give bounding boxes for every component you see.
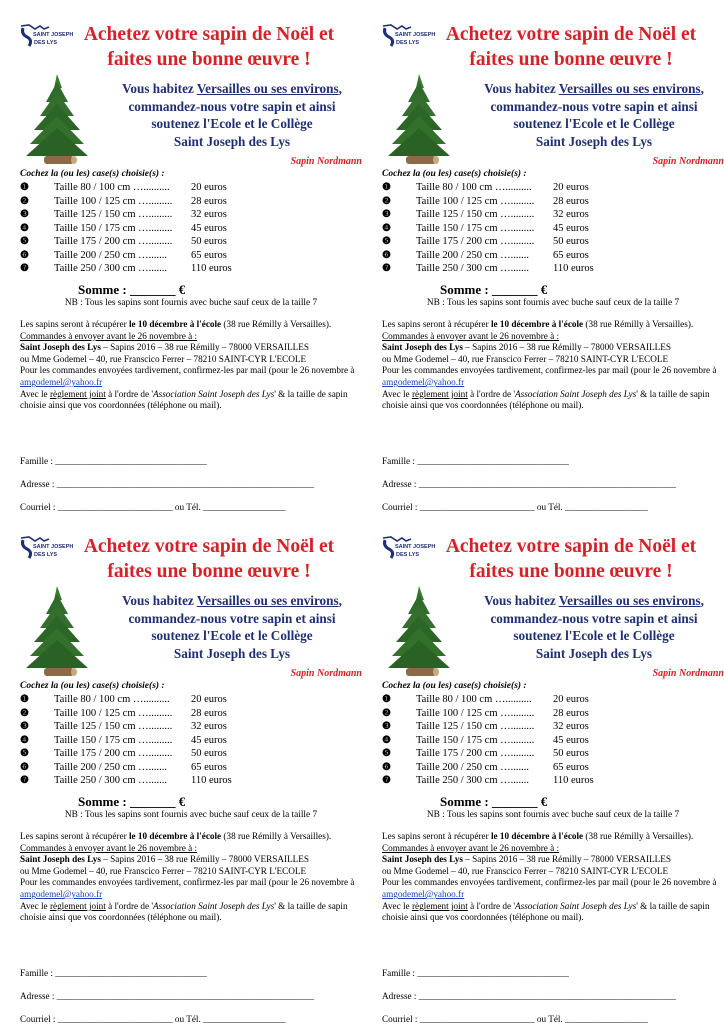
size-option[interactable]: ❸ Taille 125 / 150 cm …......... 32 euros [20, 209, 227, 220]
check-instruction: Cochez la (ou les) case(s) choisie(s) : [20, 681, 165, 691]
size-option[interactable]: ❷ Taille 100 / 125 cm …......... 28 euros [382, 195, 589, 207]
size-list [20, 693, 232, 788]
size-list [20, 181, 232, 276]
courriel-field[interactable]: Courriel : _________________________ ou Tél. __________________ [20, 1014, 286, 1024]
school-logo [382, 24, 436, 50]
courriel-field[interactable]: Courriel : _________________________ ou Tél. __________________ [382, 1014, 648, 1024]
svg-text:SAINT JOSEPH: SAINT JOSEPH [395, 544, 436, 550]
courriel-field[interactable]: Courriel : _________________________ ou Tél. __________________ [20, 502, 286, 512]
size-list [382, 181, 594, 276]
famille-field[interactable]: Famille : _________________________________ [382, 456, 569, 466]
flyer [382, 22, 724, 522]
tree-variety: Sapin Nordmann [652, 668, 724, 679]
size-option[interactable]: ❸ Taille 125 / 150 cm …......... 32 euros [382, 721, 589, 732]
christmas-tree-image [386, 72, 452, 168]
christmas-tree-image [386, 584, 452, 680]
school-logo [20, 536, 74, 562]
check-instruction: Cochez la (ou les) case(s) choisie(s) : [382, 169, 527, 179]
adresse-field[interactable]: Adresse : ________________________________________________________ [382, 991, 676, 1001]
size-option[interactable]: ❺ Taille 175 / 200 cm …......... 50 euros [382, 236, 589, 247]
intro-text: Vous habitez Versailles ou ses environs, commandez-nous votre sapin et ainsi soutenez l'Ecole et le Collège Saint Joseph des Lys [484, 81, 704, 149]
size-option[interactable]: ❹ Taille 150 / 175 cm …......... 45 euros [20, 734, 227, 746]
total-field[interactable]: Somme : _______ € [78, 794, 186, 809]
christmas-tree-image [24, 72, 90, 168]
christmas-tree-image [24, 584, 90, 680]
adresse-field[interactable]: Adresse : ________________________________________________________ [20, 479, 314, 489]
size-option[interactable]: ❹ Taille 150 / 175 cm …......... 45 euros [382, 734, 589, 746]
intro-text: Vous habitez Versailles ou ses environs, commandez-nous votre sapin et ainsi soutenez l'Ecole et le Collège Saint Joseph des Lys [484, 593, 704, 661]
flyer-title: Achetez votre sapin de Noël et faites une bonne œuvre ! [83, 24, 335, 70]
size-option[interactable]: ❻ Taille 200 / 250 cm …....... 65 euros [382, 249, 589, 261]
email-link[interactable]: amgodemel@yahoo.fr [20, 888, 103, 899]
total-field[interactable]: Somme : _______ € [78, 282, 186, 297]
svg-text:SAINT JOSEPH: SAINT JOSEPH [33, 32, 74, 38]
email-link[interactable]: amgodemel@yahoo.fr [382, 376, 465, 387]
check-instruction: Cochez la (ou les) case(s) choisie(s) : [20, 169, 165, 179]
size-option[interactable]: ❺ Taille 175 / 200 cm …......... 50 euros [20, 236, 227, 247]
size-option[interactable]: ❷ Taille 100 / 125 cm …......... 28 euros [20, 707, 227, 719]
flyer-title: Achetez votre sapin de Noël et faites une bonne œuvre ! [445, 536, 697, 582]
svg-text:DES LYS: DES LYS [396, 552, 420, 558]
svg-text:DES LYS: DES LYS [34, 552, 58, 558]
size-option[interactable]: ❻ Taille 200 / 250 cm …....... 65 euros [20, 249, 227, 261]
intro-text: Vous habitez Versailles ou ses environs, commandez-nous votre sapin et ainsi soutenez l'Ecole et le Collège Saint Joseph des Lys [122, 81, 342, 149]
nb-note: NB : Tous les sapins sont fournis avec buche sauf ceux de la taille 7 [64, 810, 318, 820]
order-instructions: Les sapins seront à récupérer le 10 décembre à l'école (38 rue Rémilly à Versailles). Commandes à envoyer avant le 26 novembre à : Saint Joseph des Lys – Sapins 2016 – 38 rue Rémilly – 78000 VERSAILLES ou Mme Godemel – 40, rue Franscico Ferrer – 78210 SAINT-CYR L'ECOLE Pour les commandes envoyées tardivement, confirmez-les par mail (pour le 26 novembre à amgodemel@yahoo.fr Avec le règlement joint à l'ordre de 'Association Saint Joseph des Lys' & la taille de sapin choisie ainsi que vos coordonnées (téléphone ou mail). [20, 831, 355, 923]
size-list [382, 693, 594, 788]
flyer [20, 22, 362, 522]
size-option[interactable]: ❶ Taille 80 / 100 cm ….......... 20 euros [20, 182, 227, 193]
svg-text:DES LYS: DES LYS [34, 40, 58, 46]
size-option[interactable]: ❷ Taille 100 / 125 cm …......... 28 euros [20, 195, 227, 207]
size-option[interactable]: ❹ Taille 150 / 175 cm …......... 45 euros [20, 222, 227, 234]
email-link[interactable]: amgodemel@yahoo.fr [382, 888, 465, 899]
size-option[interactable]: ❼ Taille 250 / 300 cm …....... 110 euros [382, 775, 594, 786]
total-field[interactable]: Somme : _______ € [440, 794, 548, 809]
flyer-title: Achetez votre sapin de Noël et faites une bonne œuvre ! [83, 536, 335, 582]
flyer-title: Achetez votre sapin de Noël et faites une bonne œuvre ! [445, 24, 697, 70]
order-instructions: Les sapins seront à récupérer le 10 décembre à l'école (38 rue Rémilly à Versailles). Commandes à envoyer avant le 26 novembre à : Saint Joseph des Lys – Sapins 2016 – 38 rue Rémilly – 78000 VERSAILLES ou Mme Godemel – 40, rue Franscico Ferrer – 78210 SAINT-CYR L'ECOLE Pour les commandes envoyées tardivement, confirmez-les par mail (pour le 26 novembre à amgodemel@yahoo.fr Avec le règlement joint à l'ordre de 'Association Saint Joseph des Lys' & la taille de sapin choisie ainsi que vos coordonnées (téléphone ou mail). [382, 319, 717, 411]
nb-note: NB : Tous les sapins sont fournis avec buche sauf ceux de la taille 7 [426, 298, 680, 308]
size-option[interactable]: ❺ Taille 175 / 200 cm …......... 50 euros [20, 748, 227, 759]
famille-field[interactable]: Famille : _________________________________ [20, 456, 207, 466]
size-option[interactable]: ❼ Taille 250 / 300 cm …....... 110 euros [382, 263, 594, 274]
famille-field[interactable]: Famille : _________________________________ [20, 968, 207, 978]
total-field[interactable]: Somme : _______ € [440, 282, 548, 297]
size-option[interactable]: ❻ Taille 200 / 250 cm …....... 65 euros [382, 761, 589, 773]
flyer [382, 534, 724, 1034]
order-instructions: Les sapins seront à récupérer le 10 décembre à l'école (38 rue Rémilly à Versailles). Commandes à envoyer avant le 26 novembre à : Saint Joseph des Lys – Sapins 2016 – 38 rue Rémilly – 78000 VERSAILLES ou Mme Godemel – 40, rue Franscico Ferrer – 78210 SAINT-CYR L'ECOLE Pour les commandes envoyées tardivement, confirmez-les par mail (pour le 26 novembre à amgodemel@yahoo.fr Avec le règlement joint à l'ordre de 'Association Saint Joseph des Lys' & la taille de sapin choisie ainsi que vos coordonnées (téléphone ou mail). [20, 319, 355, 411]
school-logo [382, 536, 436, 562]
tree-variety: Sapin Nordmann [290, 668, 362, 679]
size-option[interactable]: ❼ Taille 250 / 300 cm …....... 110 euros [20, 775, 232, 786]
email-link[interactable]: amgodemel@yahoo.fr [20, 376, 103, 387]
famille-field[interactable]: Famille : _________________________________ [382, 968, 569, 978]
size-option[interactable]: ❻ Taille 200 / 250 cm …....... 65 euros [20, 761, 227, 773]
tree-variety: Sapin Nordmann [652, 156, 724, 167]
size-option[interactable]: ❹ Taille 150 / 175 cm …......... 45 euros [382, 222, 589, 234]
adresse-field[interactable]: Adresse : ________________________________________________________ [382, 479, 676, 489]
tree-variety: Sapin Nordmann [290, 156, 362, 167]
size-option[interactable]: ❶ Taille 80 / 100 cm ….......... 20 euros [20, 694, 227, 705]
svg-text:SAINT JOSEPH: SAINT JOSEPH [33, 544, 74, 550]
order-instructions: Les sapins seront à récupérer le 10 décembre à l'école (38 rue Rémilly à Versailles). Commandes à envoyer avant le 26 novembre à : Saint Joseph des Lys – Sapins 2016 – 38 rue Rémilly – 78000 VERSAILLES ou Mme Godemel – 40, rue Franscico Ferrer – 78210 SAINT-CYR L'ECOLE Pour les commandes envoyées tardivement, confirmez-les par mail (pour le 26 novembre à amgodemel@yahoo.fr Avec le règlement joint à l'ordre de 'Association Saint Joseph des Lys' & la taille de sapin choisie ainsi que vos coordonnées (téléphone ou mail). [382, 831, 717, 923]
svg-text:SAINT JOSEPH: SAINT JOSEPH [395, 32, 436, 38]
size-option[interactable]: ❸ Taille 125 / 150 cm …......... 32 euros [20, 721, 227, 732]
check-instruction: Cochez la (ou les) case(s) choisie(s) : [382, 681, 527, 691]
courriel-field[interactable]: Courriel : _________________________ ou Tél. __________________ [382, 502, 648, 512]
size-option[interactable]: ❷ Taille 100 / 125 cm …......... 28 euros [382, 707, 589, 719]
intro-text: Vous habitez Versailles ou ses environs, commandez-nous votre sapin et ainsi soutenez l'Ecole et le Collège Saint Joseph des Lys [122, 593, 342, 661]
size-option[interactable]: ❸ Taille 125 / 150 cm …......... 32 euros [382, 209, 589, 220]
adresse-field[interactable]: Adresse : ________________________________________________________ [20, 991, 314, 1001]
size-option[interactable]: ❼ Taille 250 / 300 cm …....... 110 euros [20, 263, 232, 274]
size-option[interactable]: ❶ Taille 80 / 100 cm ….......... 20 euros [382, 182, 589, 193]
size-option[interactable]: ❺ Taille 175 / 200 cm …......... 50 euros [382, 748, 589, 759]
size-option[interactable]: ❶ Taille 80 / 100 cm ….......... 20 euros [382, 694, 589, 705]
svg-text:DES LYS: DES LYS [396, 40, 420, 46]
nb-note: NB : Tous les sapins sont fournis avec buche sauf ceux de la taille 7 [426, 810, 680, 820]
nb-note: NB : Tous les sapins sont fournis avec buche sauf ceux de la taille 7 [64, 298, 318, 308]
flyer [20, 534, 362, 1034]
school-logo [20, 24, 74, 50]
